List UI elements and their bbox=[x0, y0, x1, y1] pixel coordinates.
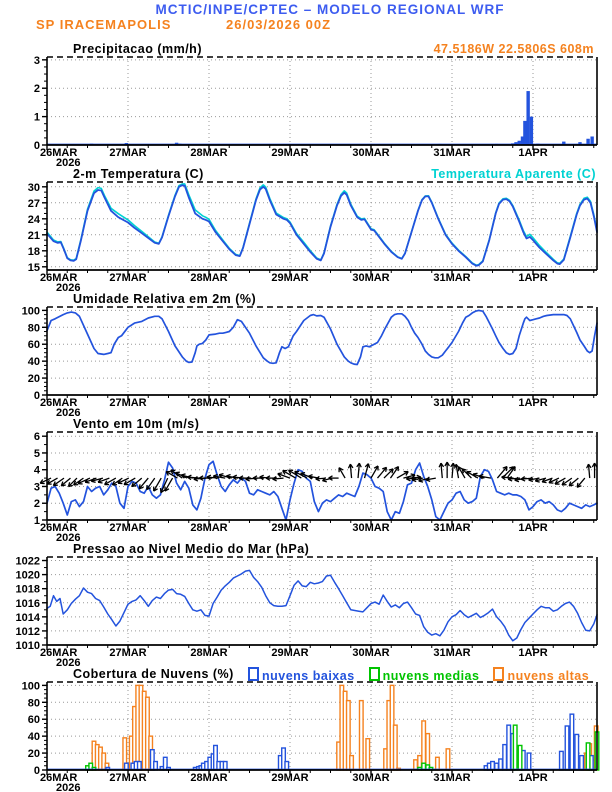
svg-text:4: 4 bbox=[33, 464, 40, 477]
low-clouds-swatch-icon bbox=[248, 667, 259, 681]
svg-text:30MAR: 30MAR bbox=[352, 397, 390, 409]
svg-text:28MAR: 28MAR bbox=[190, 272, 228, 284]
svg-text:40: 40 bbox=[27, 356, 40, 369]
svg-text:60: 60 bbox=[27, 339, 40, 352]
svg-text:1012: 1012 bbox=[15, 625, 40, 638]
svg-text:30MAR: 30MAR bbox=[352, 647, 390, 659]
svg-text:2026: 2026 bbox=[56, 657, 81, 667]
svg-text:27: 27 bbox=[27, 197, 40, 210]
svg-text:31MAR: 31MAR bbox=[433, 772, 471, 784]
svg-text:1018: 1018 bbox=[15, 583, 40, 596]
svg-text:1020: 1020 bbox=[15, 569, 40, 582]
svg-text:3: 3 bbox=[33, 55, 40, 67]
svg-text:26MAR: 26MAR bbox=[40, 272, 78, 284]
svg-text:27MAR: 27MAR bbox=[109, 522, 147, 534]
station-coordinates: 47.5186W 22.5806S 608m bbox=[433, 42, 594, 56]
svg-text:0: 0 bbox=[33, 140, 40, 152]
svg-text:2: 2 bbox=[33, 83, 40, 96]
legend-high-clouds: nuvens altas bbox=[493, 669, 589, 683]
svg-text:2026: 2026 bbox=[56, 407, 81, 417]
panel-pressure bbox=[0, 542, 612, 667]
wind-title: Vento em 10m (m/s) bbox=[73, 417, 200, 431]
temperature-chart bbox=[0, 180, 612, 292]
svg-text:26MAR: 26MAR bbox=[40, 397, 78, 409]
svg-text:30MAR: 30MAR bbox=[352, 272, 390, 284]
svg-text:31MAR: 31MAR bbox=[433, 272, 471, 284]
svg-text:1: 1 bbox=[33, 111, 40, 124]
cloud-legend bbox=[248, 667, 599, 683]
panel-humidity bbox=[0, 292, 612, 417]
svg-text:1APR: 1APR bbox=[518, 397, 548, 409]
svg-text:5: 5 bbox=[33, 447, 40, 460]
svg-text:29MAR: 29MAR bbox=[271, 772, 309, 784]
svg-text:1APR: 1APR bbox=[518, 522, 548, 534]
svg-text:40: 40 bbox=[27, 731, 40, 744]
svg-text:27MAR: 27MAR bbox=[109, 272, 147, 284]
svg-text:26MAR: 26MAR bbox=[40, 522, 78, 534]
svg-text:31MAR: 31MAR bbox=[433, 522, 471, 534]
svg-text:100: 100 bbox=[21, 680, 40, 693]
svg-text:1010: 1010 bbox=[15, 640, 40, 652]
svg-text:1APR: 1APR bbox=[518, 272, 548, 284]
cloud-cover-title: Cobertura de Nuvens (%) bbox=[73, 667, 234, 681]
svg-text:28MAR: 28MAR bbox=[190, 397, 228, 409]
pressure-title: Pressao ao Nivel Medio do Mar (hPa) bbox=[73, 542, 310, 556]
svg-text:60: 60 bbox=[27, 714, 40, 727]
legend-mid-clouds: nuvens medias bbox=[369, 669, 480, 683]
svg-text:80: 80 bbox=[27, 322, 40, 335]
svg-text:30: 30 bbox=[27, 181, 40, 194]
svg-text:2026: 2026 bbox=[56, 282, 81, 292]
svg-text:1014: 1014 bbox=[15, 611, 40, 624]
svg-text:100: 100 bbox=[21, 305, 40, 318]
header bbox=[0, 0, 612, 42]
high-clouds-swatch-icon bbox=[493, 667, 504, 681]
svg-text:2026: 2026 bbox=[56, 532, 81, 542]
svg-text:1022: 1022 bbox=[15, 555, 40, 568]
svg-text:20: 20 bbox=[27, 373, 40, 386]
wind-chart bbox=[0, 430, 612, 542]
legend-low-clouds: nuvens baixas bbox=[248, 669, 355, 683]
precipitation-title: Precipitacao (mm/h) bbox=[73, 42, 202, 56]
svg-text:20: 20 bbox=[27, 748, 40, 761]
svg-text:1016: 1016 bbox=[15, 597, 40, 610]
svg-text:27MAR: 27MAR bbox=[109, 397, 147, 409]
svg-text:1APR: 1APR bbox=[518, 147, 548, 159]
svg-text:28MAR: 28MAR bbox=[190, 522, 228, 534]
model-run-datetime: 26/03/2026 00Z bbox=[226, 17, 332, 32]
svg-text:27MAR: 27MAR bbox=[109, 147, 147, 159]
svg-text:30MAR: 30MAR bbox=[352, 772, 390, 784]
humidity-chart bbox=[0, 305, 612, 417]
svg-text:15: 15 bbox=[27, 261, 40, 274]
svg-text:29MAR: 29MAR bbox=[271, 397, 309, 409]
pressure-chart bbox=[0, 555, 612, 667]
svg-text:31MAR: 31MAR bbox=[433, 647, 471, 659]
svg-text:26MAR: 26MAR bbox=[40, 772, 78, 784]
svg-text:29MAR: 29MAR bbox=[271, 147, 309, 159]
svg-text:26MAR: 26MAR bbox=[40, 647, 78, 659]
page-title: MCTIC/INPE/CPTEC – MODELO REGIONAL WRF bbox=[155, 2, 505, 17]
svg-text:0: 0 bbox=[33, 390, 40, 402]
svg-text:27MAR: 27MAR bbox=[109, 772, 147, 784]
svg-text:21: 21 bbox=[27, 229, 40, 242]
svg-text:1APR: 1APR bbox=[518, 647, 548, 659]
svg-text:27MAR: 27MAR bbox=[109, 647, 147, 659]
svg-text:28MAR: 28MAR bbox=[190, 647, 228, 659]
temperature-title: 2-m Temperatura (C) bbox=[73, 167, 204, 181]
svg-text:26MAR: 26MAR bbox=[40, 147, 78, 159]
svg-text:1APR: 1APR bbox=[518, 772, 548, 784]
svg-text:29MAR: 29MAR bbox=[271, 522, 309, 534]
svg-text:6: 6 bbox=[33, 431, 40, 444]
svg-text:31MAR: 31MAR bbox=[433, 397, 471, 409]
svg-text:29MAR: 29MAR bbox=[271, 647, 309, 659]
panel-precipitation bbox=[0, 42, 612, 167]
humidity-title: Umidade Relativa em 2m (%) bbox=[73, 292, 257, 306]
svg-text:24: 24 bbox=[27, 213, 40, 226]
svg-text:2026: 2026 bbox=[56, 782, 81, 792]
precipitation-chart bbox=[0, 55, 612, 167]
panel-wind bbox=[0, 417, 612, 542]
svg-text:28MAR: 28MAR bbox=[190, 772, 228, 784]
cloud-cover-chart bbox=[0, 680, 612, 792]
svg-text:30MAR: 30MAR bbox=[352, 522, 390, 534]
panel-cloud-cover bbox=[0, 667, 612, 792]
svg-text:80: 80 bbox=[27, 697, 40, 710]
svg-text:18: 18 bbox=[27, 245, 40, 258]
apparent-temperature-legend: Temperatura Aparente (C) bbox=[431, 167, 596, 181]
svg-text:29MAR: 29MAR bbox=[271, 272, 309, 284]
svg-text:0: 0 bbox=[33, 765, 40, 777]
svg-text:31MAR: 31MAR bbox=[433, 147, 471, 159]
svg-text:1: 1 bbox=[33, 515, 40, 527]
svg-text:3: 3 bbox=[33, 481, 40, 494]
panel-temperature bbox=[0, 167, 612, 292]
svg-text:2: 2 bbox=[33, 498, 40, 511]
svg-text:30MAR: 30MAR bbox=[352, 147, 390, 159]
mid-clouds-swatch-icon bbox=[369, 667, 380, 681]
station-name: SP IRACEMAPOLIS bbox=[36, 17, 172, 32]
svg-text:2026: 2026 bbox=[56, 157, 81, 167]
svg-text:28MAR: 28MAR bbox=[190, 147, 228, 159]
